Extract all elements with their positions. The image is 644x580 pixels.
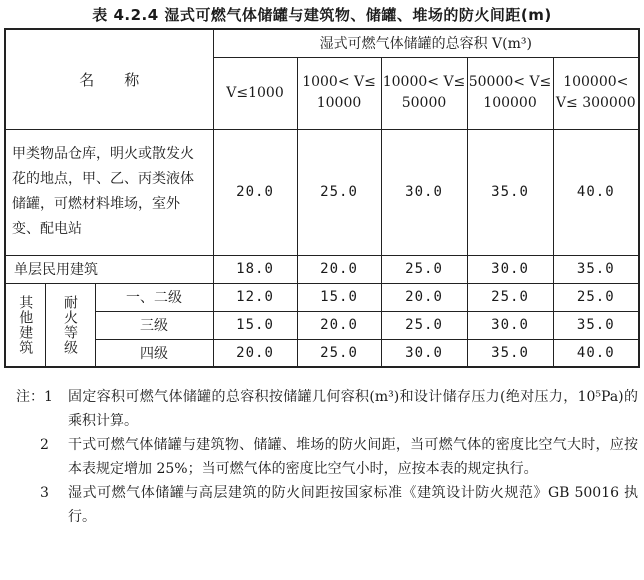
note-item — [4, 385, 638, 433]
table-cell: 20.0 — [297, 255, 381, 283]
table-cell: 15.0 — [297, 283, 381, 311]
col-header — [381, 57, 467, 129]
col-header-text: 100000< V≤ 300000 — [555, 74, 636, 111]
table-cell: 30.0 — [381, 339, 467, 367]
table-cell: 12.0 — [213, 283, 297, 311]
col-header-text: 10000< V≤ 50000 — [382, 74, 466, 111]
table-cell: 25.0 — [297, 129, 381, 255]
table-cell: 35.0 — [467, 129, 553, 255]
col-header-text: 1000< V≤ 10000 — [302, 74, 376, 111]
table-cell: 30.0 — [467, 311, 553, 339]
subgroup-label: 耐火等级 — [62, 294, 78, 355]
note-prefix — [4, 385, 68, 433]
table-cell: 30.0 — [467, 255, 553, 283]
table-cell: 25.0 — [297, 339, 381, 367]
table-title: 表 4.2.4 湿式可燃气体储罐与建筑物、储罐、堆场的防火间距(m) — [92, 6, 552, 24]
table-cell: 25.0 — [381, 311, 467, 339]
row-label: 甲类物品仓库，明火或散发火花的地点，甲、乙、丙类液体储罐，可燃材料堆场，室外变、配电站 — [5, 129, 213, 255]
note-text: 固定容积可燃气体储罐的总容积按储罐几何容积(m³)和设计储存压力(绝对压力，10⁵Pa)的乘积计算。 — [68, 389, 638, 429]
table-cell: 35.0 — [553, 255, 639, 283]
table-cell: 15.0 — [213, 311, 297, 339]
subgroup-label-cell — [45, 283, 95, 367]
group-label: 其他建筑 — [17, 294, 34, 355]
table-cell: 25.0 — [467, 283, 553, 311]
group-label-cell — [5, 283, 45, 367]
note-item — [4, 433, 638, 481]
name-header: 名 称 — [5, 29, 213, 129]
table-cell: 20.0 — [297, 311, 381, 339]
col-header — [297, 57, 381, 129]
table-cell: 20.0 — [213, 339, 297, 367]
note-text: 湿式可燃气体储罐与高层建筑的防火间距按国家标准《建筑设计防火规范》GB 50016 执行。 — [68, 485, 638, 525]
note-number: 3 — [40, 485, 49, 501]
table-cell: 40.0 — [553, 129, 639, 255]
notes — [4, 385, 638, 529]
note-number: 2 — [40, 437, 49, 453]
row-label: 单层民用建筑 — [5, 255, 213, 283]
table-cell: 25.0 — [553, 283, 639, 311]
grade-label: 一、二级 — [95, 283, 213, 311]
table-cell: 30.0 — [381, 129, 467, 255]
table-cell: 35.0 — [553, 311, 639, 339]
col-header — [553, 57, 639, 129]
volume-header: 湿式可燃气体储罐的总容积 V(m³) — [213, 29, 639, 57]
table-cell: 35.0 — [467, 339, 553, 367]
table-cell: 25.0 — [381, 255, 467, 283]
note-prefix-text: 注： — [16, 389, 44, 405]
table-cell: 18.0 — [213, 255, 297, 283]
table-cell: 40.0 — [553, 339, 639, 367]
table-cell: 20.0 — [213, 129, 297, 255]
fire-distance-table — [4, 28, 640, 368]
note-item — [4, 481, 638, 529]
col-header — [467, 57, 553, 129]
grade-label: 三级 — [95, 311, 213, 339]
note-text: 干式可燃气体储罐与建筑物、储罐、堆场的防火间距，当可燃气体的密度比空气大时，应按本表规定增加 25%；当可燃气体的密度比空气小时，应按本表的规定执行。 — [68, 437, 638, 477]
note-number: 1 — [44, 389, 53, 405]
table-cell: 20.0 — [381, 283, 467, 311]
col-header: V≤1000 — [213, 57, 297, 129]
grade-label: 四级 — [95, 339, 213, 367]
col-header-text: 50000< V≤ 100000 — [468, 74, 552, 111]
